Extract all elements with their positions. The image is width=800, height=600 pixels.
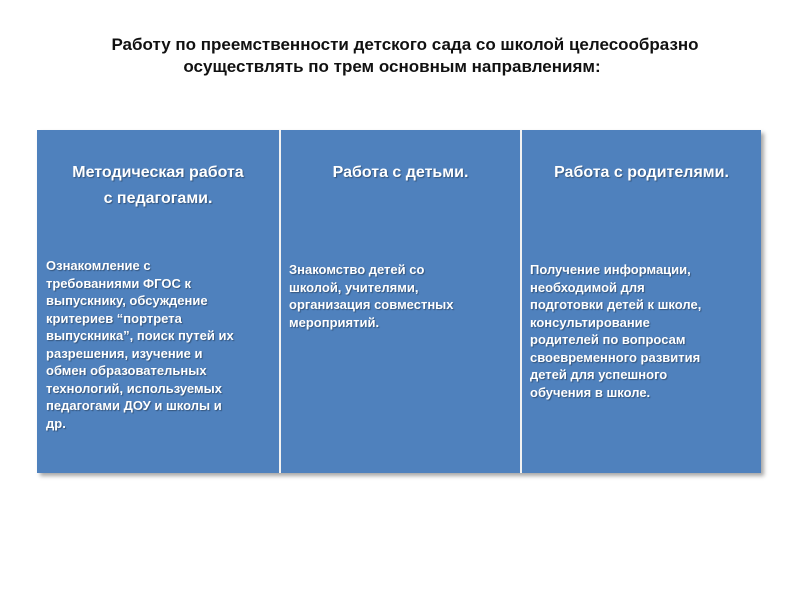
- column-description: Получение информации, необходимой для подготовки детей к школе, консультирование родителей по вопросам своевременного развития детей для успешного обучения в школе.: [530, 262, 702, 400]
- column-methodical-work: [37, 130, 279, 473]
- column-work-with-parents: [520, 130, 761, 473]
- column-description: Ознакомление с требованиями ФГОС к выпускнику, обсуждение критериев “портрета выпускника”, поиск путей их разрешения, изучение и обмен образовательных технологий, используемых педагогами ДОУ и школы и др.: [46, 258, 234, 431]
- column-description: Знакомство детей со школой, учителями, организация совместных мероприятий.: [289, 262, 454, 330]
- title-line-2: осуществлять по трем основным направлениям:: [183, 57, 601, 76]
- title-line-1: Работу по преемственности детского сада со школой целесообразно: [111, 35, 699, 54]
- page-title: [0, 34, 800, 78]
- directions-table: [37, 130, 761, 473]
- column-heading: Работа с родителями.: [554, 164, 729, 181]
- column-heading: Методическая работа с педагогами.: [72, 164, 244, 207]
- column-work-with-children: [279, 130, 520, 473]
- column-heading: Работа с детьми.: [332, 164, 469, 181]
